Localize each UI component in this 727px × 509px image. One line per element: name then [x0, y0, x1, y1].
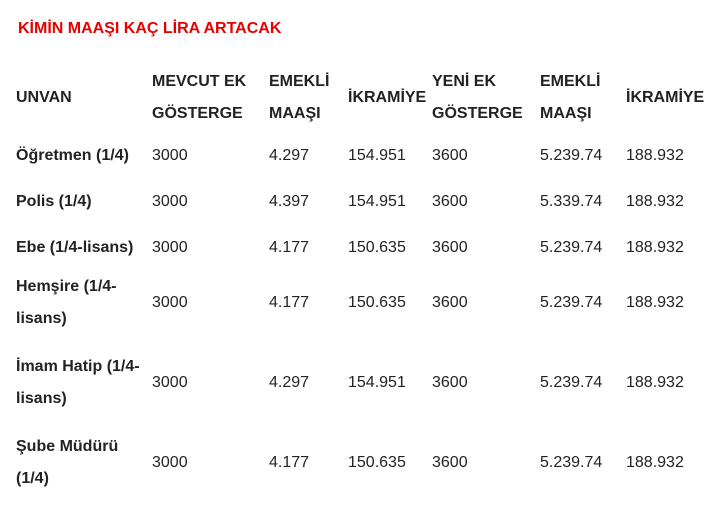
- cell-emekli-maasi-new: 5.239.74: [540, 239, 603, 256]
- header-ikramiye-new: İKRAMİYE: [626, 89, 705, 106]
- table-row: [16, 225, 716, 271]
- cell-ikramiye-new: 188.932: [626, 193, 684, 210]
- table-row: [16, 431, 716, 495]
- table-header: [16, 63, 716, 133]
- cell-ikramiye-current: 154.951: [348, 374, 406, 391]
- cell-yeni-ek-gosterge: 3600: [432, 193, 468, 210]
- cell-emekli-maasi-current: 4.297: [269, 374, 310, 391]
- cell-emekli-maasi-new: 5.239.74: [540, 147, 603, 164]
- cell-emekli-maasi-new: 5.239.74: [540, 374, 603, 391]
- cell-mevcut-ek-gosterge: 3000: [152, 239, 188, 256]
- cell-mevcut-ek-gosterge: 3000: [152, 454, 188, 471]
- table-row: [16, 271, 716, 335]
- header-unvan: UNVAN: [16, 89, 72, 106]
- table-row: [16, 335, 716, 431]
- cell-ikramiye-current: 154.951: [348, 147, 406, 164]
- cell-ikramiye-new: 188.932: [626, 294, 684, 311]
- cell-ikramiye-new: 188.932: [626, 454, 684, 471]
- cell-ikramiye-current: 150.635: [348, 239, 406, 256]
- cell-mevcut-ek-gosterge: 3000: [152, 193, 188, 210]
- cell-ikramiye-new: 188.932: [626, 147, 684, 164]
- cell-emekli-maasi-current: 4.177: [269, 294, 310, 311]
- cell-unvan: Şube Müdürü (1/4): [16, 438, 119, 487]
- table-body: [16, 133, 716, 495]
- cell-mevcut-ek-gosterge: 3000: [152, 147, 188, 164]
- cell-unvan: Öğretmen (1/4): [16, 147, 129, 164]
- salary-table: [16, 63, 716, 495]
- cell-unvan: Polis (1/4): [16, 193, 92, 210]
- cell-ikramiye-current: 150.635: [348, 294, 406, 311]
- header-mevcut-ek-gosterge: MEVCUT EK GÖSTERGE: [152, 73, 247, 122]
- header-emekli-maasi-new: EMEKLİ MAAŞI: [540, 73, 601, 122]
- cell-yeni-ek-gosterge: 3600: [432, 147, 468, 164]
- cell-yeni-ek-gosterge: 3600: [432, 374, 468, 391]
- header-yeni-ek-gosterge: YENİ EK GÖSTERGE: [432, 73, 523, 122]
- cell-mevcut-ek-gosterge: 3000: [152, 374, 188, 391]
- cell-ikramiye-new: 188.932: [626, 374, 684, 391]
- cell-ikramiye-current: 154.951: [348, 193, 406, 210]
- cell-mevcut-ek-gosterge: 3000: [152, 294, 188, 311]
- cell-emekli-maasi-new: 5.239.74: [540, 294, 603, 311]
- cell-emekli-maasi-current: 4.177: [269, 454, 310, 471]
- cell-ikramiye-new: 188.932: [626, 239, 684, 256]
- cell-yeni-ek-gosterge: 3600: [432, 294, 468, 311]
- cell-emekli-maasi-current: 4.297: [269, 147, 310, 164]
- cell-yeni-ek-gosterge: 3600: [432, 239, 468, 256]
- cell-ikramiye-current: 150.635: [348, 454, 406, 471]
- header-row: [16, 63, 716, 133]
- cell-unvan: İmam Hatip (1/4-lisans): [16, 358, 140, 407]
- header-ikramiye-current: İKRAMİYE: [348, 89, 427, 106]
- table-row: [16, 179, 716, 225]
- table-row: [16, 133, 716, 179]
- cell-yeni-ek-gosterge: 3600: [432, 454, 468, 471]
- cell-emekli-maasi-new: 5.339.74: [540, 193, 603, 210]
- table-title: KİMİN MAAŞI KAÇ LİRA ARTACAK: [18, 20, 282, 37]
- header-emekli-maasi-current: EMEKLİ MAAŞI: [269, 73, 330, 122]
- cell-emekli-maasi-current: 4.177: [269, 239, 310, 256]
- cell-emekli-maasi-new: 5.239.74: [540, 454, 603, 471]
- cell-unvan: Hemşire (1/4-lisans): [16, 278, 117, 327]
- cell-unvan: Ebe (1/4-lisans): [16, 239, 134, 256]
- cell-emekli-maasi-current: 4.397: [269, 193, 310, 210]
